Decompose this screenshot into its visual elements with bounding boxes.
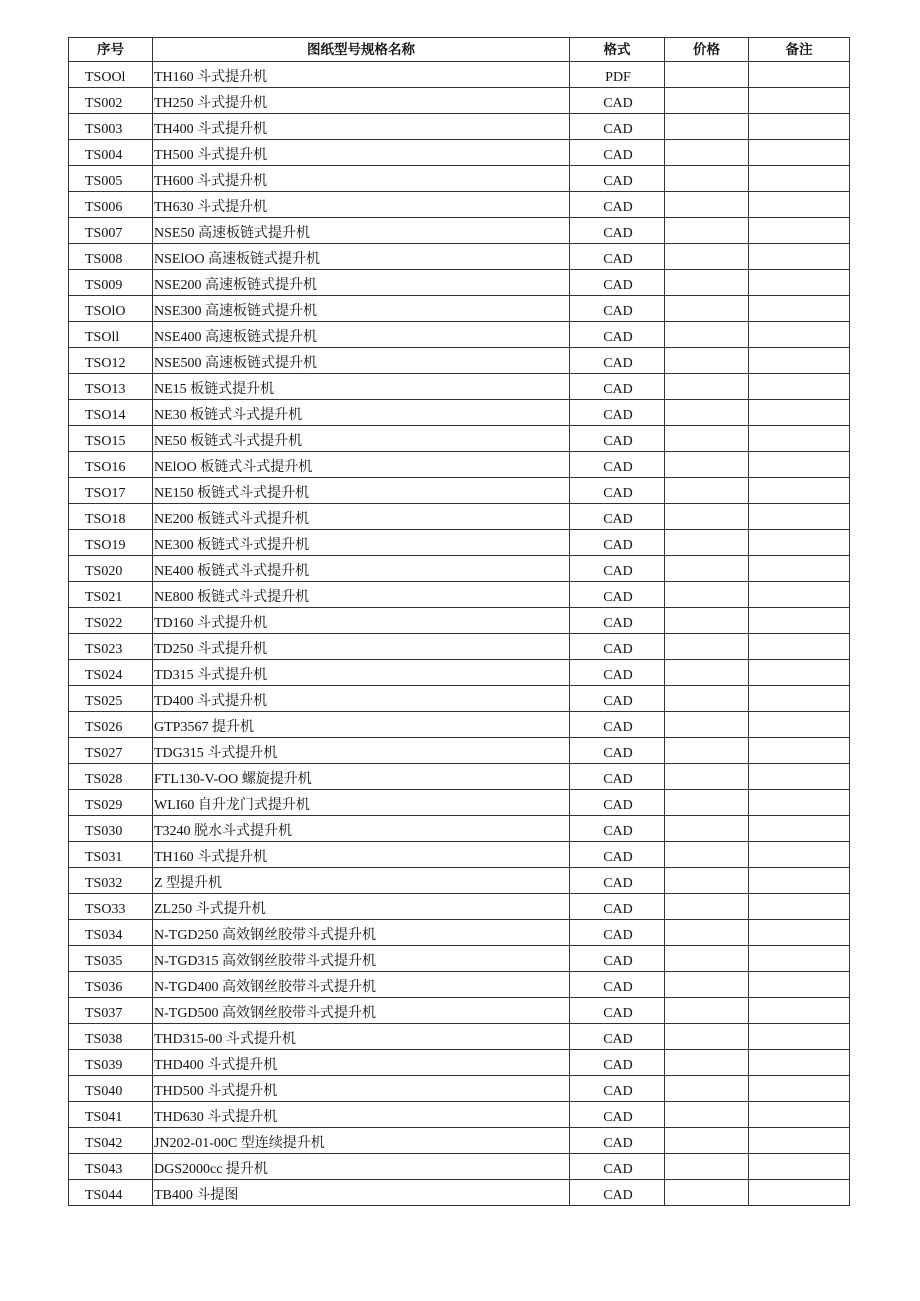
cell-format: CAD	[570, 868, 665, 894]
cell-remarks	[749, 842, 850, 868]
cell-remarks	[749, 114, 850, 140]
cell-price	[665, 530, 749, 556]
header-price: 价格	[665, 38, 749, 62]
cell-drawing-name: TH400 斗式提升机	[153, 114, 570, 140]
cell-format: CAD	[570, 1024, 665, 1050]
table-row	[69, 62, 850, 88]
table-row	[69, 140, 850, 166]
header-remarks: 备注	[749, 38, 850, 62]
cell-serial: TSO33	[69, 894, 153, 920]
cell-serial: TSO15	[69, 426, 153, 452]
cell-price	[665, 244, 749, 270]
cell-format: CAD	[570, 192, 665, 218]
cell-drawing-name: TH600 斗式提升机	[153, 166, 570, 192]
cell-format: CAD	[570, 790, 665, 816]
cell-serial: TS029	[69, 790, 153, 816]
cell-serial: TS003	[69, 114, 153, 140]
cell-serial: TS031	[69, 842, 153, 868]
cell-serial: TS035	[69, 946, 153, 972]
table-row	[69, 998, 850, 1024]
table-row	[69, 634, 850, 660]
cell-remarks	[749, 192, 850, 218]
cell-price	[665, 790, 749, 816]
cell-price	[665, 920, 749, 946]
cell-drawing-name: NE800 板链式斗式提升机	[153, 582, 570, 608]
cell-serial: TS028	[69, 764, 153, 790]
cell-serial: TS038	[69, 1024, 153, 1050]
cell-price	[665, 972, 749, 998]
cell-drawing-name: NSE200 高速板链式提升机	[153, 270, 570, 296]
cell-format: CAD	[570, 946, 665, 972]
cell-remarks	[749, 1128, 850, 1154]
cell-serial: TS042	[69, 1128, 153, 1154]
header-format: 格式	[570, 38, 665, 62]
cell-format: CAD	[570, 478, 665, 504]
cell-serial: TS040	[69, 1076, 153, 1102]
cell-serial: TSO13	[69, 374, 153, 400]
table-row	[69, 426, 850, 452]
cell-drawing-name: TD250 斗式提升机	[153, 634, 570, 660]
cell-drawing-name: TD400 斗式提升机	[153, 686, 570, 712]
table-row	[69, 374, 850, 400]
table-row	[69, 712, 850, 738]
cell-remarks	[749, 660, 850, 686]
cell-price	[665, 426, 749, 452]
cell-remarks	[749, 270, 850, 296]
cell-remarks	[749, 426, 850, 452]
cell-format: PDF	[570, 62, 665, 88]
cell-format: CAD	[570, 660, 665, 686]
cell-remarks	[749, 816, 850, 842]
cell-format: CAD	[570, 296, 665, 322]
table-row	[69, 244, 850, 270]
cell-format: CAD	[570, 608, 665, 634]
cell-format: CAD	[570, 972, 665, 998]
cell-price	[665, 868, 749, 894]
cell-serial: TS025	[69, 686, 153, 712]
cell-format: CAD	[570, 712, 665, 738]
cell-drawing-name: NSE500 高速板链式提升机	[153, 348, 570, 374]
cell-drawing-name: TD315 斗式提升机	[153, 660, 570, 686]
cell-format: CAD	[570, 816, 665, 842]
cell-format: CAD	[570, 634, 665, 660]
cell-drawing-name: NE200 板链式斗式提升机	[153, 504, 570, 530]
cell-serial: TS026	[69, 712, 153, 738]
cell-drawing-name: GTP3567 提升机	[153, 712, 570, 738]
cell-price	[665, 296, 749, 322]
table-row	[69, 88, 850, 114]
cell-drawing-name: TB400 斗提图	[153, 1180, 570, 1206]
cell-serial: TS020	[69, 556, 153, 582]
cell-remarks	[749, 322, 850, 348]
cell-drawing-name: THD500 斗式提升机	[153, 1076, 570, 1102]
cell-remarks	[749, 920, 850, 946]
cell-drawing-name: N-TGD500 高效钢丝胶带斗式提升机	[153, 998, 570, 1024]
cell-remarks	[749, 374, 850, 400]
table-row	[69, 478, 850, 504]
cell-remarks	[749, 166, 850, 192]
table-row	[69, 1128, 850, 1154]
table-row	[69, 1180, 850, 1206]
cell-drawing-name: TH160 斗式提升机	[153, 842, 570, 868]
cell-format: CAD	[570, 920, 665, 946]
cell-drawing-name: Z 型提升机	[153, 868, 570, 894]
table-row	[69, 114, 850, 140]
cell-price	[665, 634, 749, 660]
cell-price	[665, 1050, 749, 1076]
cell-format: CAD	[570, 842, 665, 868]
cell-serial: TS030	[69, 816, 153, 842]
cell-format: CAD	[570, 686, 665, 712]
cell-drawing-name: N-TGD250 高效钢丝胶带斗式提升机	[153, 920, 570, 946]
cell-serial: TS021	[69, 582, 153, 608]
cell-remarks	[749, 712, 850, 738]
cell-remarks	[749, 686, 850, 712]
cell-format: CAD	[570, 1154, 665, 1180]
cell-price	[665, 1024, 749, 1050]
table-row	[69, 1050, 850, 1076]
cell-remarks	[749, 140, 850, 166]
cell-drawing-name: NSE300 高速板链式提升机	[153, 296, 570, 322]
cell-price	[665, 192, 749, 218]
drawing-catalog-table	[68, 37, 850, 1206]
cell-format: CAD	[570, 504, 665, 530]
cell-drawing-name: ZL250 斗式提升机	[153, 894, 570, 920]
cell-drawing-name: TD160 斗式提升机	[153, 608, 570, 634]
cell-format: CAD	[570, 426, 665, 452]
cell-remarks	[749, 556, 850, 582]
cell-serial: TSO16	[69, 452, 153, 478]
cell-price	[665, 140, 749, 166]
cell-drawing-name: FTL130-V-OO 螺旋提升机	[153, 764, 570, 790]
cell-serial: TS007	[69, 218, 153, 244]
drawing-catalog-sheet	[68, 37, 849, 1206]
header-drawing-name: 图纸型号规格名称	[153, 38, 570, 62]
cell-price	[665, 816, 749, 842]
cell-drawing-name: THD400 斗式提升机	[153, 1050, 570, 1076]
table-row	[69, 400, 850, 426]
table-row	[69, 192, 850, 218]
cell-remarks	[749, 62, 850, 88]
cell-price	[665, 998, 749, 1024]
cell-price	[665, 1180, 749, 1206]
cell-format: CAD	[570, 894, 665, 920]
cell-price	[665, 608, 749, 634]
cell-drawing-name: NE30 板链式斗式提升机	[153, 400, 570, 426]
cell-drawing-name: THD315-00 斗式提升机	[153, 1024, 570, 1050]
cell-serial: TSO18	[69, 504, 153, 530]
cell-format: CAD	[570, 114, 665, 140]
cell-remarks	[749, 634, 850, 660]
table-row	[69, 270, 850, 296]
cell-serial: TS022	[69, 608, 153, 634]
cell-drawing-name: NSE50 高速板链式提升机	[153, 218, 570, 244]
table-row	[69, 738, 850, 764]
cell-remarks	[749, 1154, 850, 1180]
cell-serial: TSOlO	[69, 296, 153, 322]
cell-serial: TS004	[69, 140, 153, 166]
cell-drawing-name: NE15 板链式提升机	[153, 374, 570, 400]
table-row	[69, 816, 850, 842]
table-row	[69, 868, 850, 894]
cell-drawing-name: N-TGD400 高效钢丝胶带斗式提升机	[153, 972, 570, 998]
cell-price	[665, 894, 749, 920]
cell-price	[665, 764, 749, 790]
cell-serial: TSO19	[69, 530, 153, 556]
table-row	[69, 530, 850, 556]
table-row	[69, 660, 850, 686]
cell-drawing-name: T3240 脱水斗式提升机	[153, 816, 570, 842]
cell-price	[665, 478, 749, 504]
table-body	[69, 62, 850, 1206]
cell-format: CAD	[570, 582, 665, 608]
cell-price	[665, 842, 749, 868]
cell-drawing-name: DGS2000cc 提升机	[153, 1154, 570, 1180]
cell-remarks	[749, 764, 850, 790]
cell-remarks	[749, 894, 850, 920]
cell-price	[665, 322, 749, 348]
cell-price	[665, 1128, 749, 1154]
table-row	[69, 504, 850, 530]
cell-drawing-name: NSE400 高速板链式提升机	[153, 322, 570, 348]
table-row	[69, 790, 850, 816]
cell-price	[665, 166, 749, 192]
cell-remarks	[749, 296, 850, 322]
cell-format: CAD	[570, 764, 665, 790]
cell-remarks	[749, 1050, 850, 1076]
cell-remarks	[749, 1180, 850, 1206]
cell-price	[665, 556, 749, 582]
table-row	[69, 348, 850, 374]
header-serial: 序号	[69, 38, 153, 62]
table-row	[69, 218, 850, 244]
cell-price	[665, 1076, 749, 1102]
cell-remarks	[749, 478, 850, 504]
cell-price	[665, 1102, 749, 1128]
cell-price	[665, 1154, 749, 1180]
cell-remarks	[749, 1024, 850, 1050]
cell-remarks	[749, 946, 850, 972]
cell-price	[665, 582, 749, 608]
cell-format: CAD	[570, 556, 665, 582]
table-row	[69, 1102, 850, 1128]
cell-price	[665, 88, 749, 114]
cell-serial: TSO12	[69, 348, 153, 374]
cell-drawing-name: NE400 板链式斗式提升机	[153, 556, 570, 582]
cell-serial: TS027	[69, 738, 153, 764]
table-row	[69, 920, 850, 946]
cell-format: CAD	[570, 1102, 665, 1128]
cell-serial: TS036	[69, 972, 153, 998]
cell-format: CAD	[570, 88, 665, 114]
cell-serial: TS005	[69, 166, 153, 192]
cell-remarks	[749, 218, 850, 244]
table-row	[69, 972, 850, 998]
cell-remarks	[749, 1076, 850, 1102]
cell-serial: TS043	[69, 1154, 153, 1180]
cell-remarks	[749, 868, 850, 894]
table-row	[69, 894, 850, 920]
table-row	[69, 322, 850, 348]
cell-remarks	[749, 88, 850, 114]
cell-remarks	[749, 790, 850, 816]
cell-drawing-name: THD630 斗式提升机	[153, 1102, 570, 1128]
cell-serial: TS032	[69, 868, 153, 894]
cell-drawing-name: NElOO 板链式斗式提升机	[153, 452, 570, 478]
table-row	[69, 842, 850, 868]
cell-price	[665, 946, 749, 972]
cell-drawing-name: NSElOO 高速板链式提升机	[153, 244, 570, 270]
cell-drawing-name: NE300 板链式斗式提升机	[153, 530, 570, 556]
cell-price	[665, 504, 749, 530]
cell-format: CAD	[570, 166, 665, 192]
table-row	[69, 946, 850, 972]
cell-serial: TSO14	[69, 400, 153, 426]
table-row	[69, 764, 850, 790]
cell-serial: TS002	[69, 88, 153, 114]
cell-price	[665, 660, 749, 686]
cell-remarks	[749, 582, 850, 608]
table-row	[69, 166, 850, 192]
cell-remarks	[749, 530, 850, 556]
cell-remarks	[749, 972, 850, 998]
cell-serial: TS006	[69, 192, 153, 218]
cell-drawing-name: NE150 板链式斗式提升机	[153, 478, 570, 504]
cell-drawing-name: WLI60 自升龙门式提升机	[153, 790, 570, 816]
cell-drawing-name: TH630 斗式提升机	[153, 192, 570, 218]
cell-serial: TS034	[69, 920, 153, 946]
cell-serial: TS039	[69, 1050, 153, 1076]
cell-serial: TS024	[69, 660, 153, 686]
cell-format: CAD	[570, 218, 665, 244]
cell-remarks	[749, 1102, 850, 1128]
cell-drawing-name: TH500 斗式提升机	[153, 140, 570, 166]
cell-remarks	[749, 738, 850, 764]
cell-format: CAD	[570, 738, 665, 764]
cell-format: CAD	[570, 322, 665, 348]
cell-price	[665, 686, 749, 712]
cell-serial: TSOll	[69, 322, 153, 348]
table-row	[69, 1154, 850, 1180]
cell-price	[665, 400, 749, 426]
cell-remarks	[749, 452, 850, 478]
cell-remarks	[749, 504, 850, 530]
header-row	[69, 38, 850, 62]
cell-price	[665, 218, 749, 244]
cell-drawing-name: TH250 斗式提升机	[153, 88, 570, 114]
cell-format: CAD	[570, 270, 665, 296]
cell-remarks	[749, 608, 850, 634]
cell-price	[665, 738, 749, 764]
cell-format: CAD	[570, 400, 665, 426]
cell-format: CAD	[570, 452, 665, 478]
table-row	[69, 452, 850, 478]
cell-price	[665, 114, 749, 140]
cell-serial: TSO17	[69, 478, 153, 504]
cell-remarks	[749, 998, 850, 1024]
cell-drawing-name: TH160 斗式提升机	[153, 62, 570, 88]
cell-price	[665, 348, 749, 374]
cell-price	[665, 712, 749, 738]
cell-format: CAD	[570, 1180, 665, 1206]
cell-format: CAD	[570, 1128, 665, 1154]
cell-price	[665, 452, 749, 478]
cell-format: CAD	[570, 244, 665, 270]
cell-price	[665, 270, 749, 296]
cell-serial: TS037	[69, 998, 153, 1024]
table-row	[69, 1076, 850, 1102]
table-row	[69, 1024, 850, 1050]
cell-serial: TS023	[69, 634, 153, 660]
cell-serial: TSOOl	[69, 62, 153, 88]
cell-format: CAD	[570, 348, 665, 374]
cell-format: CAD	[570, 374, 665, 400]
table-row	[69, 608, 850, 634]
cell-format: CAD	[570, 140, 665, 166]
cell-format: CAD	[570, 1076, 665, 1102]
cell-serial: TS008	[69, 244, 153, 270]
cell-drawing-name: TDG315 斗式提升机	[153, 738, 570, 764]
cell-format: CAD	[570, 998, 665, 1024]
table-row	[69, 296, 850, 322]
cell-serial: TS009	[69, 270, 153, 296]
table-row	[69, 686, 850, 712]
cell-format: CAD	[570, 530, 665, 556]
table-row	[69, 582, 850, 608]
cell-drawing-name: N-TGD315 高效钢丝胶带斗式提升机	[153, 946, 570, 972]
cell-drawing-name: JN202-01-00C 型连续提升机	[153, 1128, 570, 1154]
cell-remarks	[749, 244, 850, 270]
cell-remarks	[749, 400, 850, 426]
cell-price	[665, 62, 749, 88]
cell-serial: TS041	[69, 1102, 153, 1128]
cell-serial: TS044	[69, 1180, 153, 1206]
cell-drawing-name: NE50 板链式斗式提升机	[153, 426, 570, 452]
cell-price	[665, 374, 749, 400]
cell-format: CAD	[570, 1050, 665, 1076]
table-row	[69, 556, 850, 582]
cell-remarks	[749, 348, 850, 374]
